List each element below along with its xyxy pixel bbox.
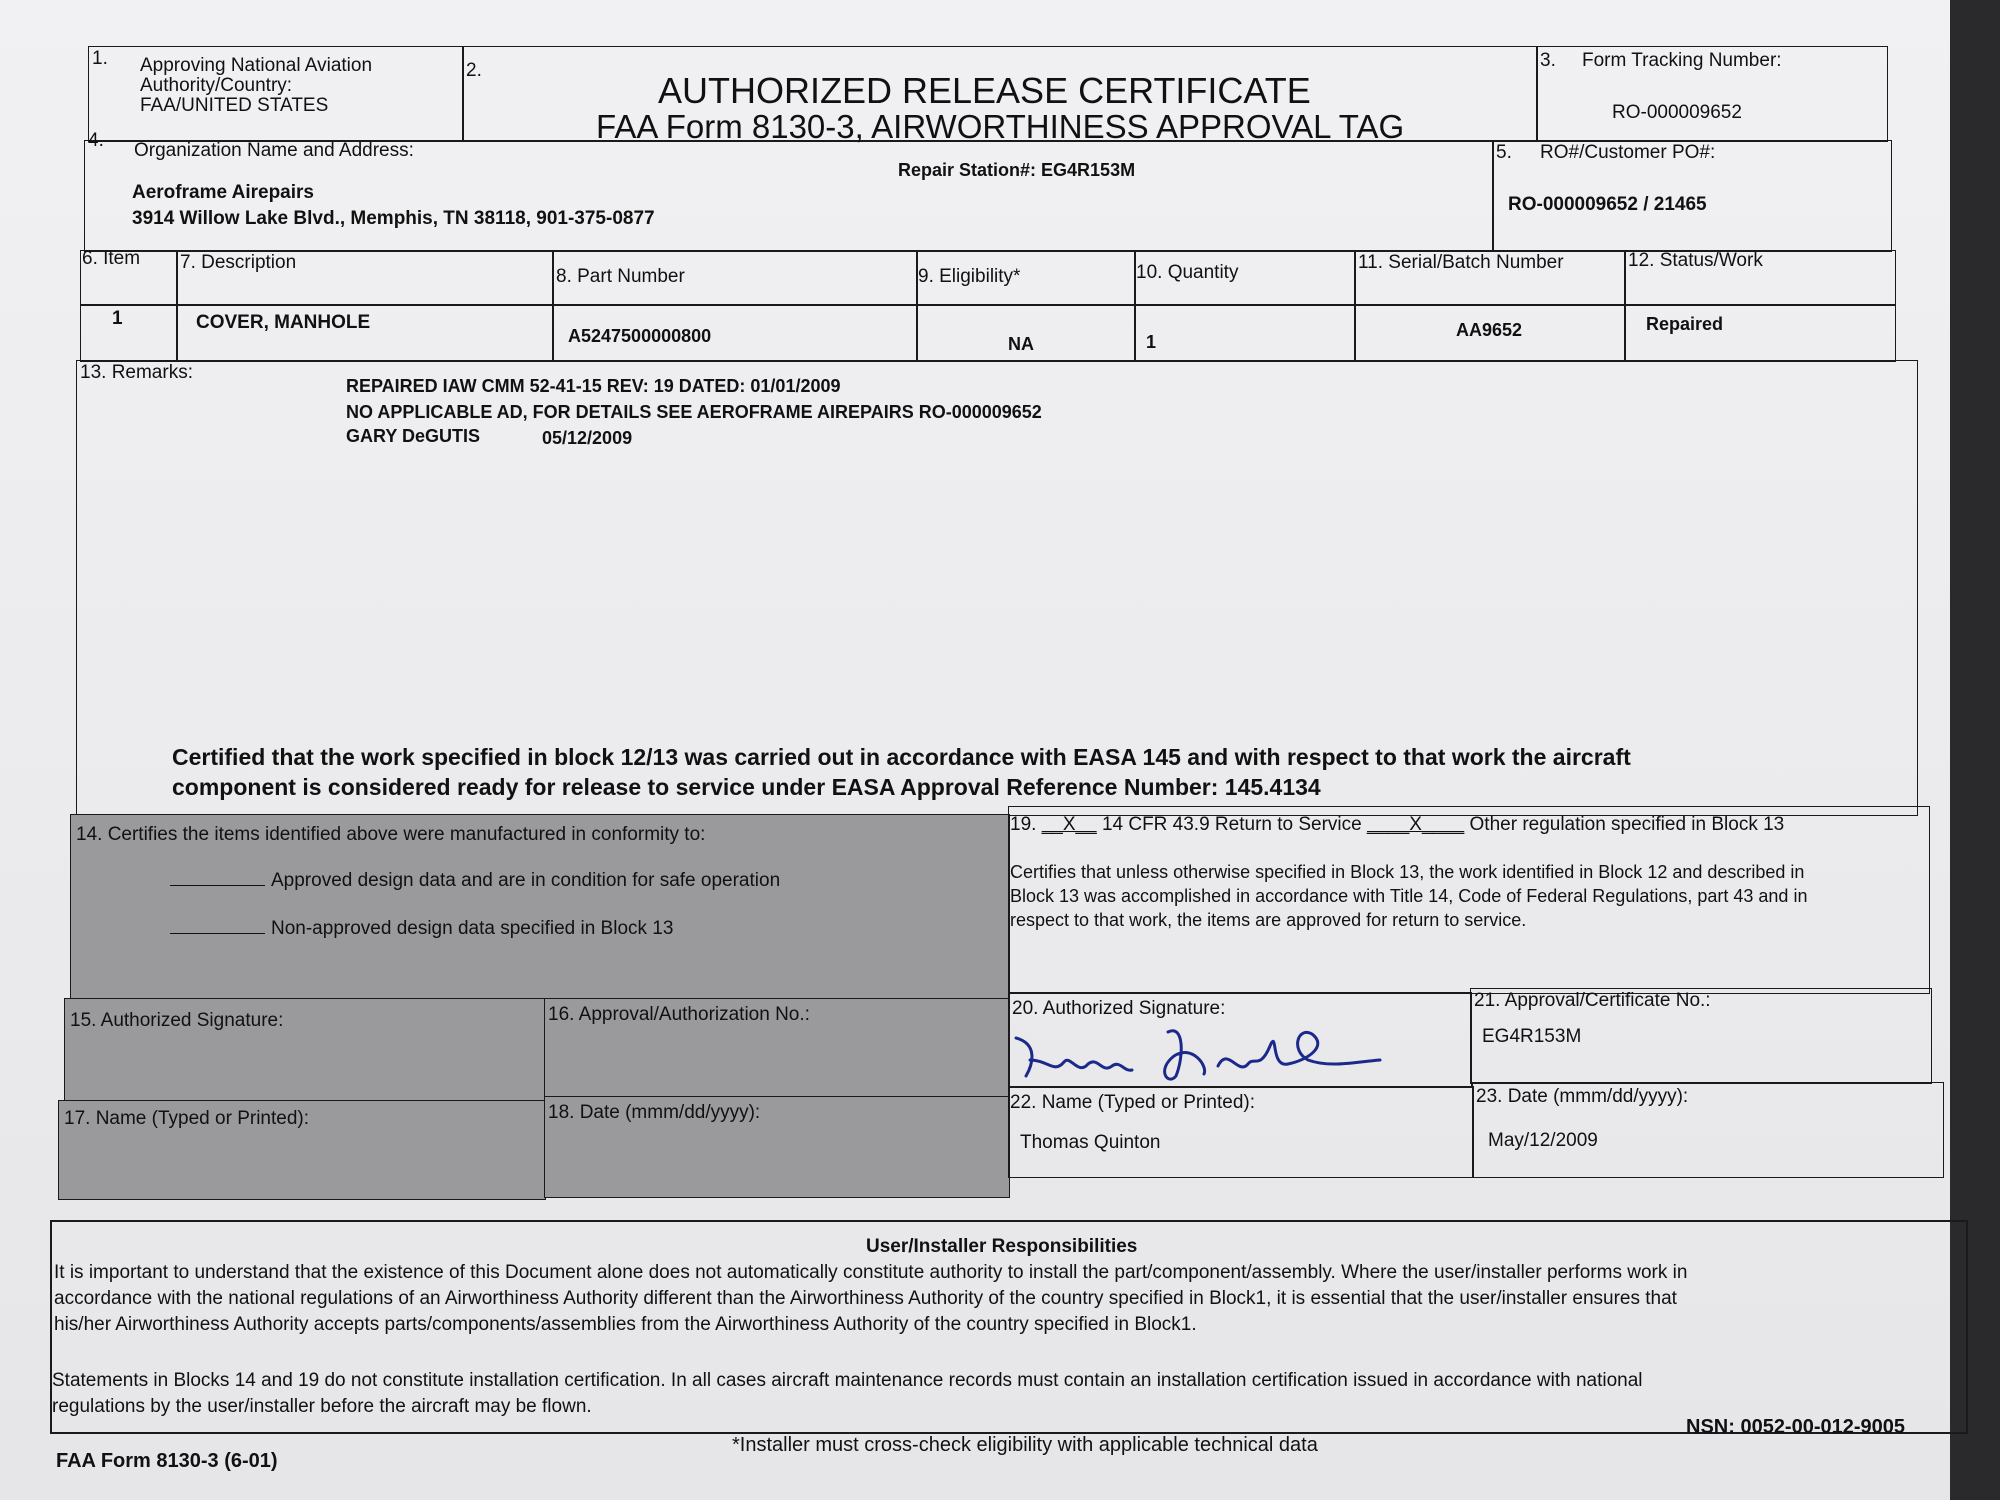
block-22-label: 22. Name (Typed or Printed): <box>1010 1092 1255 1113</box>
col-status-label: 12. Status/Work <box>1628 250 1763 271</box>
block-21-label: 21. Approval/Certificate No.: <box>1474 990 1711 1011</box>
block-4-number: 4. <box>88 130 104 151</box>
table-row <box>80 304 178 362</box>
responsibilities-text: It is important to understand that the existence of this Document alone does not automatically constitute authority to install the part/component/assembly. Where the user/installer performs work in <box>54 1262 1688 1283</box>
serial-cell: AA9652 <box>1456 320 1523 340</box>
remarks-signer: GARY DeGUTIS <box>346 426 481 446</box>
form-title: AUTHORIZED RELEASE CERTIFICATE <box>658 70 1311 111</box>
description-cell: COVER, MANHOLE <box>196 312 371 333</box>
status-cell: Repaired <box>1646 314 1724 334</box>
non-approved-design-blank <box>170 933 265 934</box>
authorized-name: Thomas Quinton <box>1020 1132 1161 1153</box>
authorized-date: May/12/2009 <box>1488 1130 1598 1151</box>
quantity-cell: 1 <box>1146 332 1157 352</box>
col-quantity-label: 10. Quantity <box>1136 262 1239 283</box>
block-19-label: 19. __X__ 14 CFR 43.9 Return to Service ____X____ Other regulation specified in Block 13 <box>1010 814 1785 835</box>
block-19-text: Certifies that unless otherwise specified in Block 13, the work identified in Block 12 and described in <box>1010 862 1805 882</box>
block-1-label: Approving National Aviation Authority/Country: FAA/UNITED STATES <box>140 55 373 116</box>
block-19-text: Block 13 was accomplished in accordance with Title 14, Code of Federal Regulations, part 43 and in <box>1010 886 1808 906</box>
nsn-number: NSN: 0052-00-012-9005 <box>1686 1416 1906 1438</box>
form-tracking-number: RO-000009652 <box>1612 102 1742 123</box>
ro-customer-po: RO-000009652 / 21465 <box>1508 194 1707 215</box>
block-5-number: 5. <box>1496 142 1512 163</box>
certification-statement-line1: Certified that the work specified in block 12/13 was carried out in accordance with EASA 145 and with respect to that work the aircraft <box>172 744 1631 770</box>
responsibilities-title: User/Installer Responsibilities <box>866 1236 1138 1257</box>
authorized-signature <box>1008 1016 1398 1092</box>
approved-design-option: Approved design data and are in condition for safe operation <box>170 870 780 892</box>
remarks-line: REPAIRED IAW CMM 52-41-15 REV: 19 DATED: 01/01/2009 <box>346 376 841 396</box>
responsibilities-text: Statements in Blocks 14 and 19 do not constitute installation certification. In all cases aircraft maintenance records must contain an installation certification issued in accordance with national <box>52 1370 1643 1391</box>
col-description-label: 7. Description <box>180 252 297 273</box>
block-5-label: RO#/Customer PO#: <box>1540 142 1716 163</box>
block-18-label: 18. Date (mmm/dd/yyyy): <box>548 1102 761 1123</box>
repair-station-number: Repair Station#: EG4R153M <box>898 160 1136 180</box>
block-20-label: 20. Authorized Signature: <box>1012 998 1226 1019</box>
block-15-label: 15. Authorized Signature: <box>70 1010 284 1031</box>
block-2-number: 2. <box>466 60 482 81</box>
col-serial-label: 11. Serial/Batch Number <box>1358 252 1564 273</box>
block-16-label: 16. Approval/Authorization No.: <box>548 1004 810 1025</box>
item-cell: 1 <box>112 308 123 329</box>
col-item-label: 6. Item <box>82 248 141 269</box>
block-3-number: 3. <box>1540 50 1556 71</box>
block-3-label: Form Tracking Number: <box>1582 50 1782 71</box>
responsibilities-text: his/her Airworthiness Authority accepts parts/components/assemblies from the Airworthiness Authority of the country specified in Block1. <box>54 1314 1197 1335</box>
responsibilities-text: regulations by the user/installer before the aircraft may be flown. <box>52 1396 592 1417</box>
col-part-number-label: 8. Part Number <box>556 266 685 287</box>
part-number-cell: A5247500000800 <box>568 326 712 346</box>
eligibility-cell: NA <box>1008 334 1034 354</box>
non-approved-design-option: Non-approved design data specified in Block 13 <box>170 918 673 940</box>
form-number-footer: FAA Form 8130-3 (6-01) <box>56 1450 278 1472</box>
approval-certificate-number: EG4R153M <box>1482 1026 1582 1047</box>
organization-address: 3914 Willow Lake Blvd., Memphis, TN 38118, 901-375-0877 <box>132 208 655 229</box>
approved-design-blank <box>170 885 265 886</box>
form-subtitle: FAA Form 8130-3, AIRWORTHINESS APPROVAL TAG <box>596 108 1405 145</box>
remarks-line: NO APPLICABLE AD, FOR DETAILS SEE AEROFRAME AIREPAIRS RO-000009652 <box>346 402 1042 422</box>
remarks-date: 05/12/2009 <box>542 428 633 448</box>
block-4-label: Organization Name and Address: <box>134 140 414 161</box>
remarks-label: 13. Remarks: <box>80 362 193 383</box>
installer-note: *Installer must cross-check eligibility with applicable technical data <box>732 1434 1318 1456</box>
block-14-label: 14. Certifies the items identified above were manufactured in conformity to: <box>76 824 706 845</box>
block-17-label: 17. Name (Typed or Printed): <box>64 1108 309 1129</box>
block-1-number: 1. <box>92 48 108 69</box>
organization-name: Aeroframe Airepairs <box>132 182 314 203</box>
block-23-label: 23. Date (mmm/dd/yyyy): <box>1476 1086 1689 1107</box>
responsibilities-text: accordance with the national regulations of an Airworthiness Authority different than the Airworthiness Authority of the country specified in Block1, it is essential that the user/installer ensures that <box>54 1288 1677 1309</box>
col-eligibility-label: 9. Eligibility* <box>918 266 1021 287</box>
certification-statement-line2: component is considered ready for release to service under EASA Approval Reference Number: 145.4134 <box>172 774 1321 800</box>
block-19-text: respect to that work, the items are approved for return to service. <box>1010 910 1527 930</box>
quantity-cell-box <box>1134 304 1356 362</box>
